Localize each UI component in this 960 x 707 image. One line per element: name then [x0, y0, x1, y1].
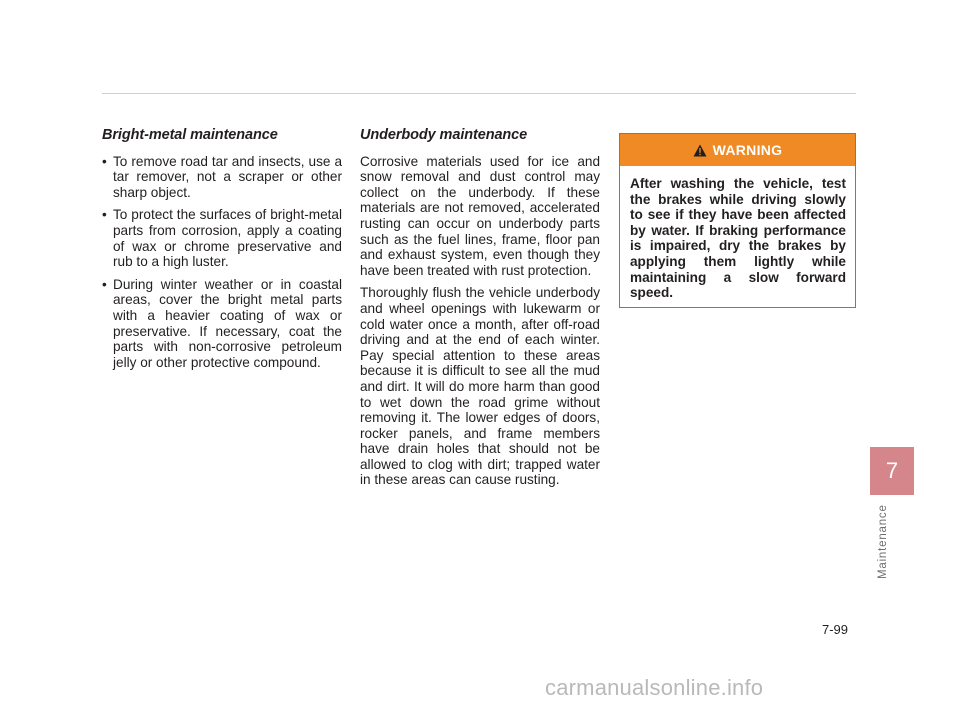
warning-triangle-icon: [693, 144, 707, 157]
bullet-icon: •: [102, 276, 107, 292]
warning-box: [619, 133, 856, 308]
bullet-icon: •: [102, 207, 107, 223]
chapter-label: Maintenance: [877, 504, 889, 580]
list-item: [102, 207, 342, 269]
paragraph: Thoroughly flush the vehicle underbody and wheel openings with lukewarm or cold water once a month, after off-road driving and at the end of each winter. Pay special attention to these areas because it is difficult to see all the mud and dirt. It will do more harm than good to wet down the road grime without removing it. The lower edges of doors, rocker panels, and frame members have drain holes that should not be allowed to clog with dirt; trapped water in these areas can cause rusting.: [360, 285, 600, 488]
watermark: carmanualsonline.info: [545, 675, 764, 700]
list-item: [102, 277, 342, 371]
bright-metal-list: [102, 154, 342, 371]
bright-metal-section: [102, 128, 342, 377]
paragraph: Corrosive materials used for ice and snow removal and dust control may collect on the underbody. If these materials are not removed, accelerated rusting can occur on underbody parts such as the fuel lines, frame, floor pan and exhaust system, even though they have been treated with rust protection.: [360, 153, 600, 278]
list-item-text: To remove road tar and insects, use a tar remover, not a scraper or other sharp object.: [113, 153, 342, 200]
page-number: 7-99: [822, 622, 849, 637]
header-rule: [102, 93, 856, 94]
section-heading-underbody: Underbody maintenance: [360, 127, 528, 143]
chapter-tab: [870, 447, 914, 495]
warning-header: [620, 134, 855, 166]
bullet-icon: •: [102, 153, 107, 169]
warning-text: After washing the vehicle, test the brakes while driving slowly to see if they have been affected by water. If braking performance is impaired, dry the brakes by applying them lightly while maintaining a slow forward speed.: [630, 176, 846, 301]
list-item-text: During winter weather or in coastal areas, cover the bright metal parts with a heavier coating of wax or preservative. If necessary, coat the parts with non-corrosive petroleum jelly or other protective compound.: [113, 276, 342, 370]
chapter-number: 7: [885, 458, 899, 483]
list-item-text: To protect the surfaces of bright-metal parts from corrosion, apply a coating of wax or chrome preservative and rub to a high luster.: [113, 207, 342, 270]
list-item: [102, 154, 342, 201]
underbody-section: [360, 128, 600, 495]
section-heading-bright-metal: Bright-metal maintenance: [102, 127, 278, 143]
warning-title: WARNING: [712, 142, 783, 158]
